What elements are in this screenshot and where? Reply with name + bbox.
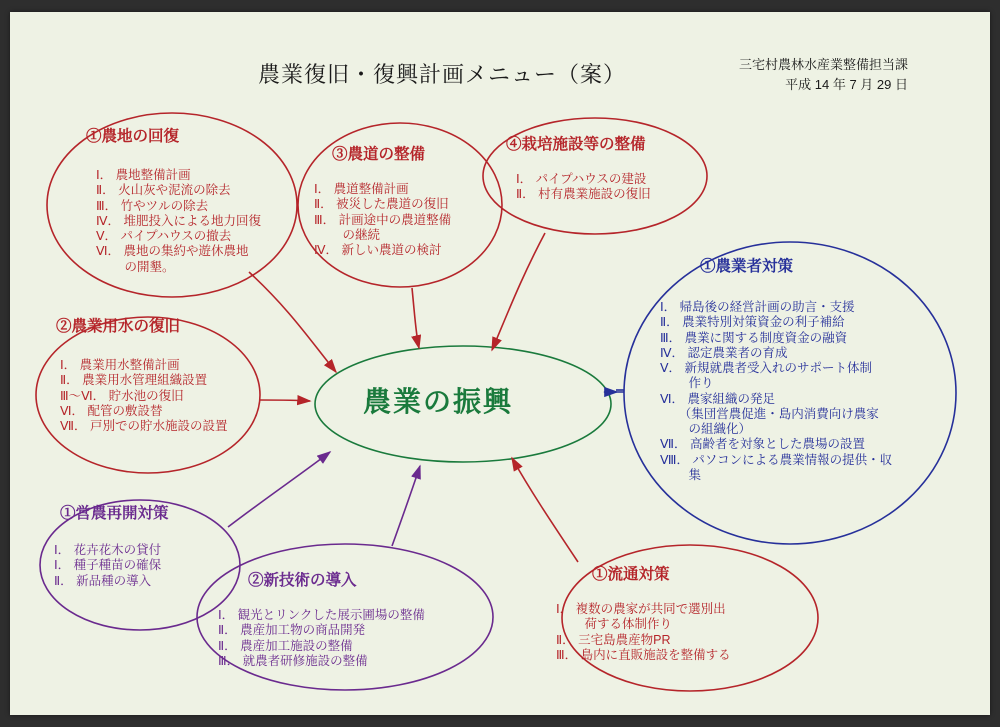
list-item: （集団営農促進・島内消費向け農家 [660,406,879,421]
list-item: Ⅰ． 花卉花木の貸付 [54,543,162,557]
node-farmland-recovery-items [96,168,261,275]
list-item: Ⅶ． 高齢者を対象とした農場の設置 [660,437,865,452]
list-item: Ⅵ． 配管の敷設替 [60,403,163,418]
node-distribution-measures-items [556,602,731,663]
list-item: Ⅱ． 村有農業施設の復旧 [516,187,651,202]
list-item: Ⅱ． 火山灰や泥流の除去 [96,183,231,198]
list-item: Ⅱ． 農産加工物の商品開発 [218,623,366,638]
node-farm-road-maintenance-heading: ③農道の整備 [332,146,426,163]
list-item: Ⅱ． 被災した農道の復旧 [314,197,449,212]
list-item: Ⅰ． 複数の農家が共同で選別出 [556,602,726,616]
list-item: Ⅴ． 新規就農者受入れのサポート体制 [660,361,873,375]
list-item: Ⅱ． 新品種の導入 [54,573,152,588]
list-item: Ⅲ． 島内に直販施設を整備する [556,647,731,662]
list-item: 荷する体制作り [556,617,672,632]
node-new-technology-heading: ②新技術の導入 [248,572,357,589]
list-item: Ⅲ． 竹やツルの除去 [96,198,209,213]
list-item: Ⅰ． 農地整備計画 [96,168,191,182]
list-item: Ⅲ． 就農者研修施設の整備 [218,653,368,668]
list-item: Ⅱ． 三宅島農産物PR [556,632,671,647]
node-irrigation-restoration-heading: ②農業用水の復旧 [56,318,181,335]
arrow-distribution-to-center [512,458,578,562]
list-item: Ⅴ． パイプハウスの撤去 [96,229,232,243]
list-item: Ⅲ． 農業に関する制度資金の融資 [660,330,848,345]
list-item: Ⅷ． パソコンによる農業情報の提供・収 [660,452,893,467]
node-farming-restart-heading: ①営農再開対策 [60,505,169,522]
list-item: Ⅲ． 計画途中の農道整備 [314,212,452,227]
list-item: Ⅳ． 堆肥投入による地力回復 [96,213,262,228]
node-new-technology-items [218,608,425,669]
node-farming-restart-items [54,543,161,589]
list-item: Ⅳ． 新しい農道の検討 [314,243,442,257]
list-item: Ⅰ． 観光とリンクした展示圃場の整備 [218,608,425,622]
list-item: Ⅰ． 種子種苗の確保 [54,558,162,573]
node-farm-road-maintenance-items [314,182,451,258]
department-line-1: 三宅村農林水産業整備担当課 [738,57,908,72]
list-item: Ⅱ． 農産加工施設の整備 [218,638,353,653]
list-item: 作り [660,376,714,391]
list-item: の継続 [314,227,380,242]
list-item: Ⅶ． 戸別での貯水施設の設置 [60,419,228,433]
arrow-cultivation-to-center [492,233,545,350]
list-item: 集 [660,467,701,482]
list-item: Ⅳ． 認定農業者の育成 [660,345,788,360]
node-distribution-measures-heading: ①流通対策 [592,566,670,583]
department-date: 平成 14 年 7 月 29 日 [785,77,908,92]
node-farmland-recovery-heading: ①農地の回復 [86,128,180,145]
node-cultivation-facilities-heading: ④栽培施設等の整備 [506,136,646,153]
node-cultivation-facilities-items [516,172,651,203]
arrow-farmroad-to-center [412,288,419,348]
arrow-irrigation-to-center [259,400,310,401]
list-item: の組織化） [660,422,751,436]
list-item: Ⅰ． 農道整備計画 [314,182,409,196]
list-item: Ⅵ． 農地の集約や遊休農地 [96,244,249,259]
list-item: Ⅲ～Ⅵ． 貯水池の復旧 [60,388,184,403]
arrow-farmland-to-center [249,272,336,372]
arrow-newtech-to-center [392,466,420,546]
list-item: Ⅱ． 農業特別対策資金の利子補給 [660,315,845,330]
center-vision-label: 農業の振興 [363,386,514,417]
node-farmer-measures-items [660,300,892,483]
list-item: Ⅱ． 農業用水管理組織設置 [60,373,208,388]
list-item: Ⅰ． 農業用水整備計画 [60,358,180,372]
node-farmer-measures-heading: ①農業者対策 [700,258,794,275]
list-item: Ⅰ． 帰島後の経営計画の助言・支援 [660,300,855,314]
page-title: 農業復旧・復興計画メニュー（案） [258,62,627,87]
list-item: Ⅵ． 農家組織の発足 [660,391,776,406]
arrow-farmingrestart-to-center [228,452,330,527]
node-irrigation-restoration-items [60,358,227,434]
list-item: の開墾。 [96,259,175,274]
list-item: Ⅰ． パイプハウスの建設 [516,172,647,186]
